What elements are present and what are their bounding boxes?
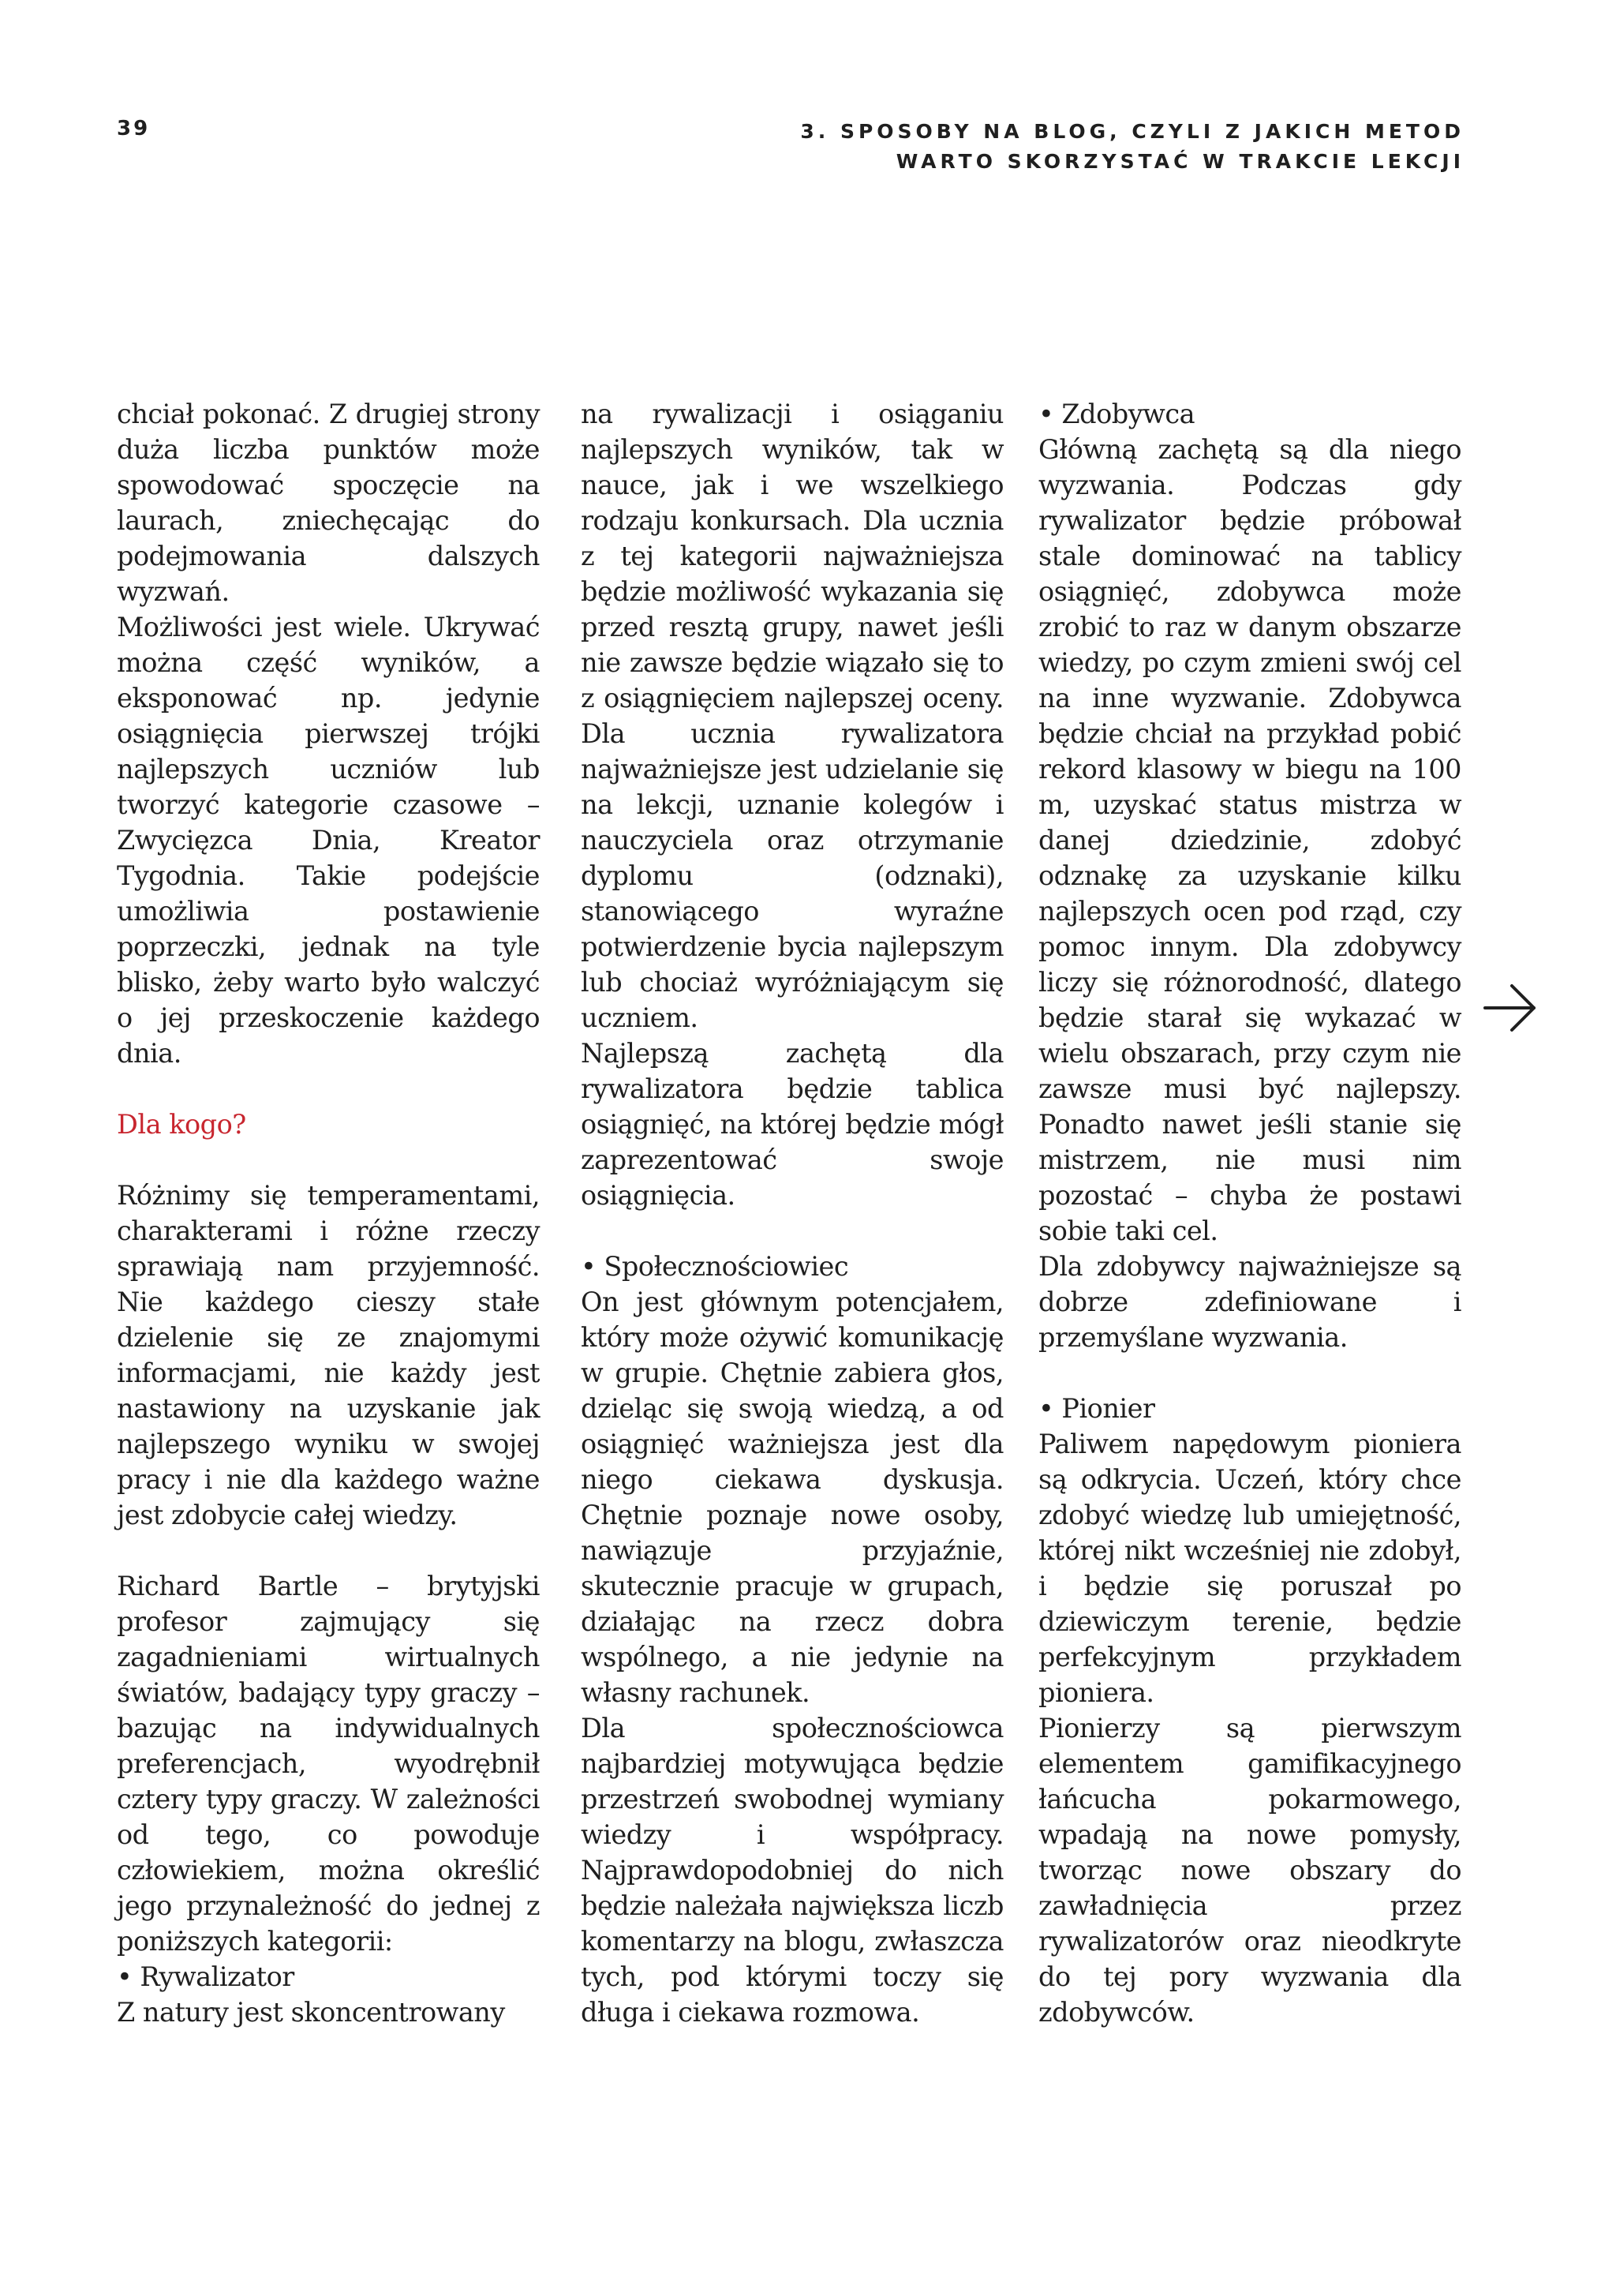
paragraph: Paliwem napędowym pioniera są odkrycia. Uczeń, który chce zdobyć wiedzę lub umiejętność, której nikt wcześniej nie zdobył, i będzie się poruszał po dziewiczym terenie, będzie perfekcyjnym przykładem pioniera. [1038, 1429, 1461, 1708]
paragraph: On jest głównym potencjałem, który może ożywić komunikację w grupie. Chętnie zabiera głos, dzieląc się swoją wiedzą, a od osiągnięć ważniejsza jest dla niego ciekawa dyskusja. Chętnie poznaje nowe osoby, nawiązuje przyjaźnie, skutecznie pracuje w grupach, działając na rzecz dobra wspólnego, a nie jedynie na własny rachunek. [581, 1287, 1004, 1708]
bullet-heading: • Społecznościowiec [581, 1251, 849, 1282]
text-column-1 [117, 396, 540, 2030]
running-head-line-2: WARTO SKORZYSTAĆ W TRAKCIE LEKCJI [896, 150, 1464, 173]
bullet-heading: • Pionier [1038, 1393, 1155, 1424]
paragraph: Główną zachętą są dla niego wyzwania. Podczas gdy rywalizator będzie próbował stale dominować na tablicy osiągnięć, zdobywca może zrobić to raz w danym obszarze wiedzy, po czym zmieni swój cel na inne wyzwanie. Zdobywca będzie chciał na przykład pobić rekord klasowy w biegu na 100 m, uzyskać status mistrza w danej dziedzinie, zdobyć odznakę za uzyskanie kilku najlepszych ocen pod rząd, czy pomoc innym. Dla zdobywcy liczy się różnorodność, dlatego będzie starał się wykazać w wielu obszarach, przy czym nie zawsze musi być najlepszy. Ponadto nawet jeśli stanie się mistrzem, nie musi nim pozostać – chyba że postawi sobie taki cel. [1038, 434, 1461, 1246]
paragraph: Richard Bartle – brytyjski profesor zajmujący się zagadnieniami wirtualnych światów, badający typy graczy – bazując na indywidualnych preferencjach, wyodrębnił cztery typy graczy. W zależności od tego, co powoduje człowiekiem, można określić jego przynależność do jednej z poniższych kategorii: [117, 1571, 540, 1957]
page-number: 39 [117, 117, 151, 140]
paragraph: Najlepszą zachętą dla rywalizatora będzie tablica osiągnięć, na której będzie mógł zaprezentować swoje osiągnięcia. [581, 1038, 1004, 1211]
bullet-heading: • Rywalizator [117, 1961, 294, 1992]
section-heading: Dla kogo? [117, 1109, 246, 1140]
paragraph: na rywalizacji i osiąganiu najlepszych wyników, tak w nauce, jak i we wszelkiego rodzaju konkursach. Dla ucznia z tej kategorii najważniejsza będzie możliwość wykazania się przed resztą grupy, nawet jeśli nie zawsze będzie wiązało się to z osiągnięciem najlepszej oceny. Dla ucznia rywalizatora najważniejsze jest udzielanie się na lekcji, uznanie kolegów i nauczyciela oraz otrzymanie dyplomu (odznaki), stanowiącego wyraźne potwierdzenie bycia najlepszym lub chociaż wyróżniającym się uczniem. [581, 399, 1004, 1033]
paragraph: Z natury jest skoncentrowany [117, 1997, 505, 2028]
paragraph: Dla zdobywcy najważniejsze są dobrze zdefiniowane i przemyślane wyzwania. [1038, 1251, 1461, 1353]
text-column-2 [581, 396, 1004, 2030]
running-head-line-1: 3. SPOSOBY NA BLOG, CZYLI Z JAKICH METOD [800, 120, 1464, 143]
paragraph: Dla społecznościowca najbardziej motywująca będzie przestrzeń swobodnej wymiany wiedzy i współpracy. Najprawdopodobniej do nich będzie należała największa liczb komentarzy na blogu, zwłaszcza tych, pod którymi toczy się długa i ciekawa rozmowa. [581, 1713, 1004, 2028]
arrow-right-icon[interactable] [1482, 979, 1539, 1036]
bullet-heading: • Zdobywca [1038, 399, 1195, 429]
paragraph: Różnimy się temperamentami, charakterami i różne rzeczy sprawiają nam przyjemność. Nie każdego cieszy stałe dzielenie się ze znajomymi informacjami, nie każdy jest nastawiony na uzyskanie jak najlepszego wyniku w swojej pracy i nie dla każdego ważne jest zdobycie całej wiedzy. [117, 1180, 540, 1530]
text-column-3 [1038, 396, 1461, 2030]
paragraph: chciał pokonać. Z drugiej strony duża liczba punktów może spowodować spoczęcie na laurach, zniechęcając do podejmowania dalszych wyzwań. [117, 399, 540, 607]
running-head [800, 117, 1464, 177]
paragraph: Możliwości jest wiele. Ukrywać można część wyników, a eksponować np. jedynie osiągnięcia pierwszej trójki najlepszych uczniów lub tworzyć kategorie czasowe – Zwycięzca Dnia, Kreator Tygodnia. Takie podejście umożliwia postawienie poprzeczki, jednak na tyle blisko, żeby warto było walczyć o jej przeskoczenie każdego dnia. [117, 612, 540, 1069]
paragraph: Pionierzy są pierwszym elementem gamifikacyjnego łańcucha pokarmowego, wpadają na nowe pomysły, tworząc nowe obszary do zawładnięcia przez rywalizatorów oraz nieodkryte do tej pory wyzwania dla zdobywców. [1038, 1713, 1461, 2028]
